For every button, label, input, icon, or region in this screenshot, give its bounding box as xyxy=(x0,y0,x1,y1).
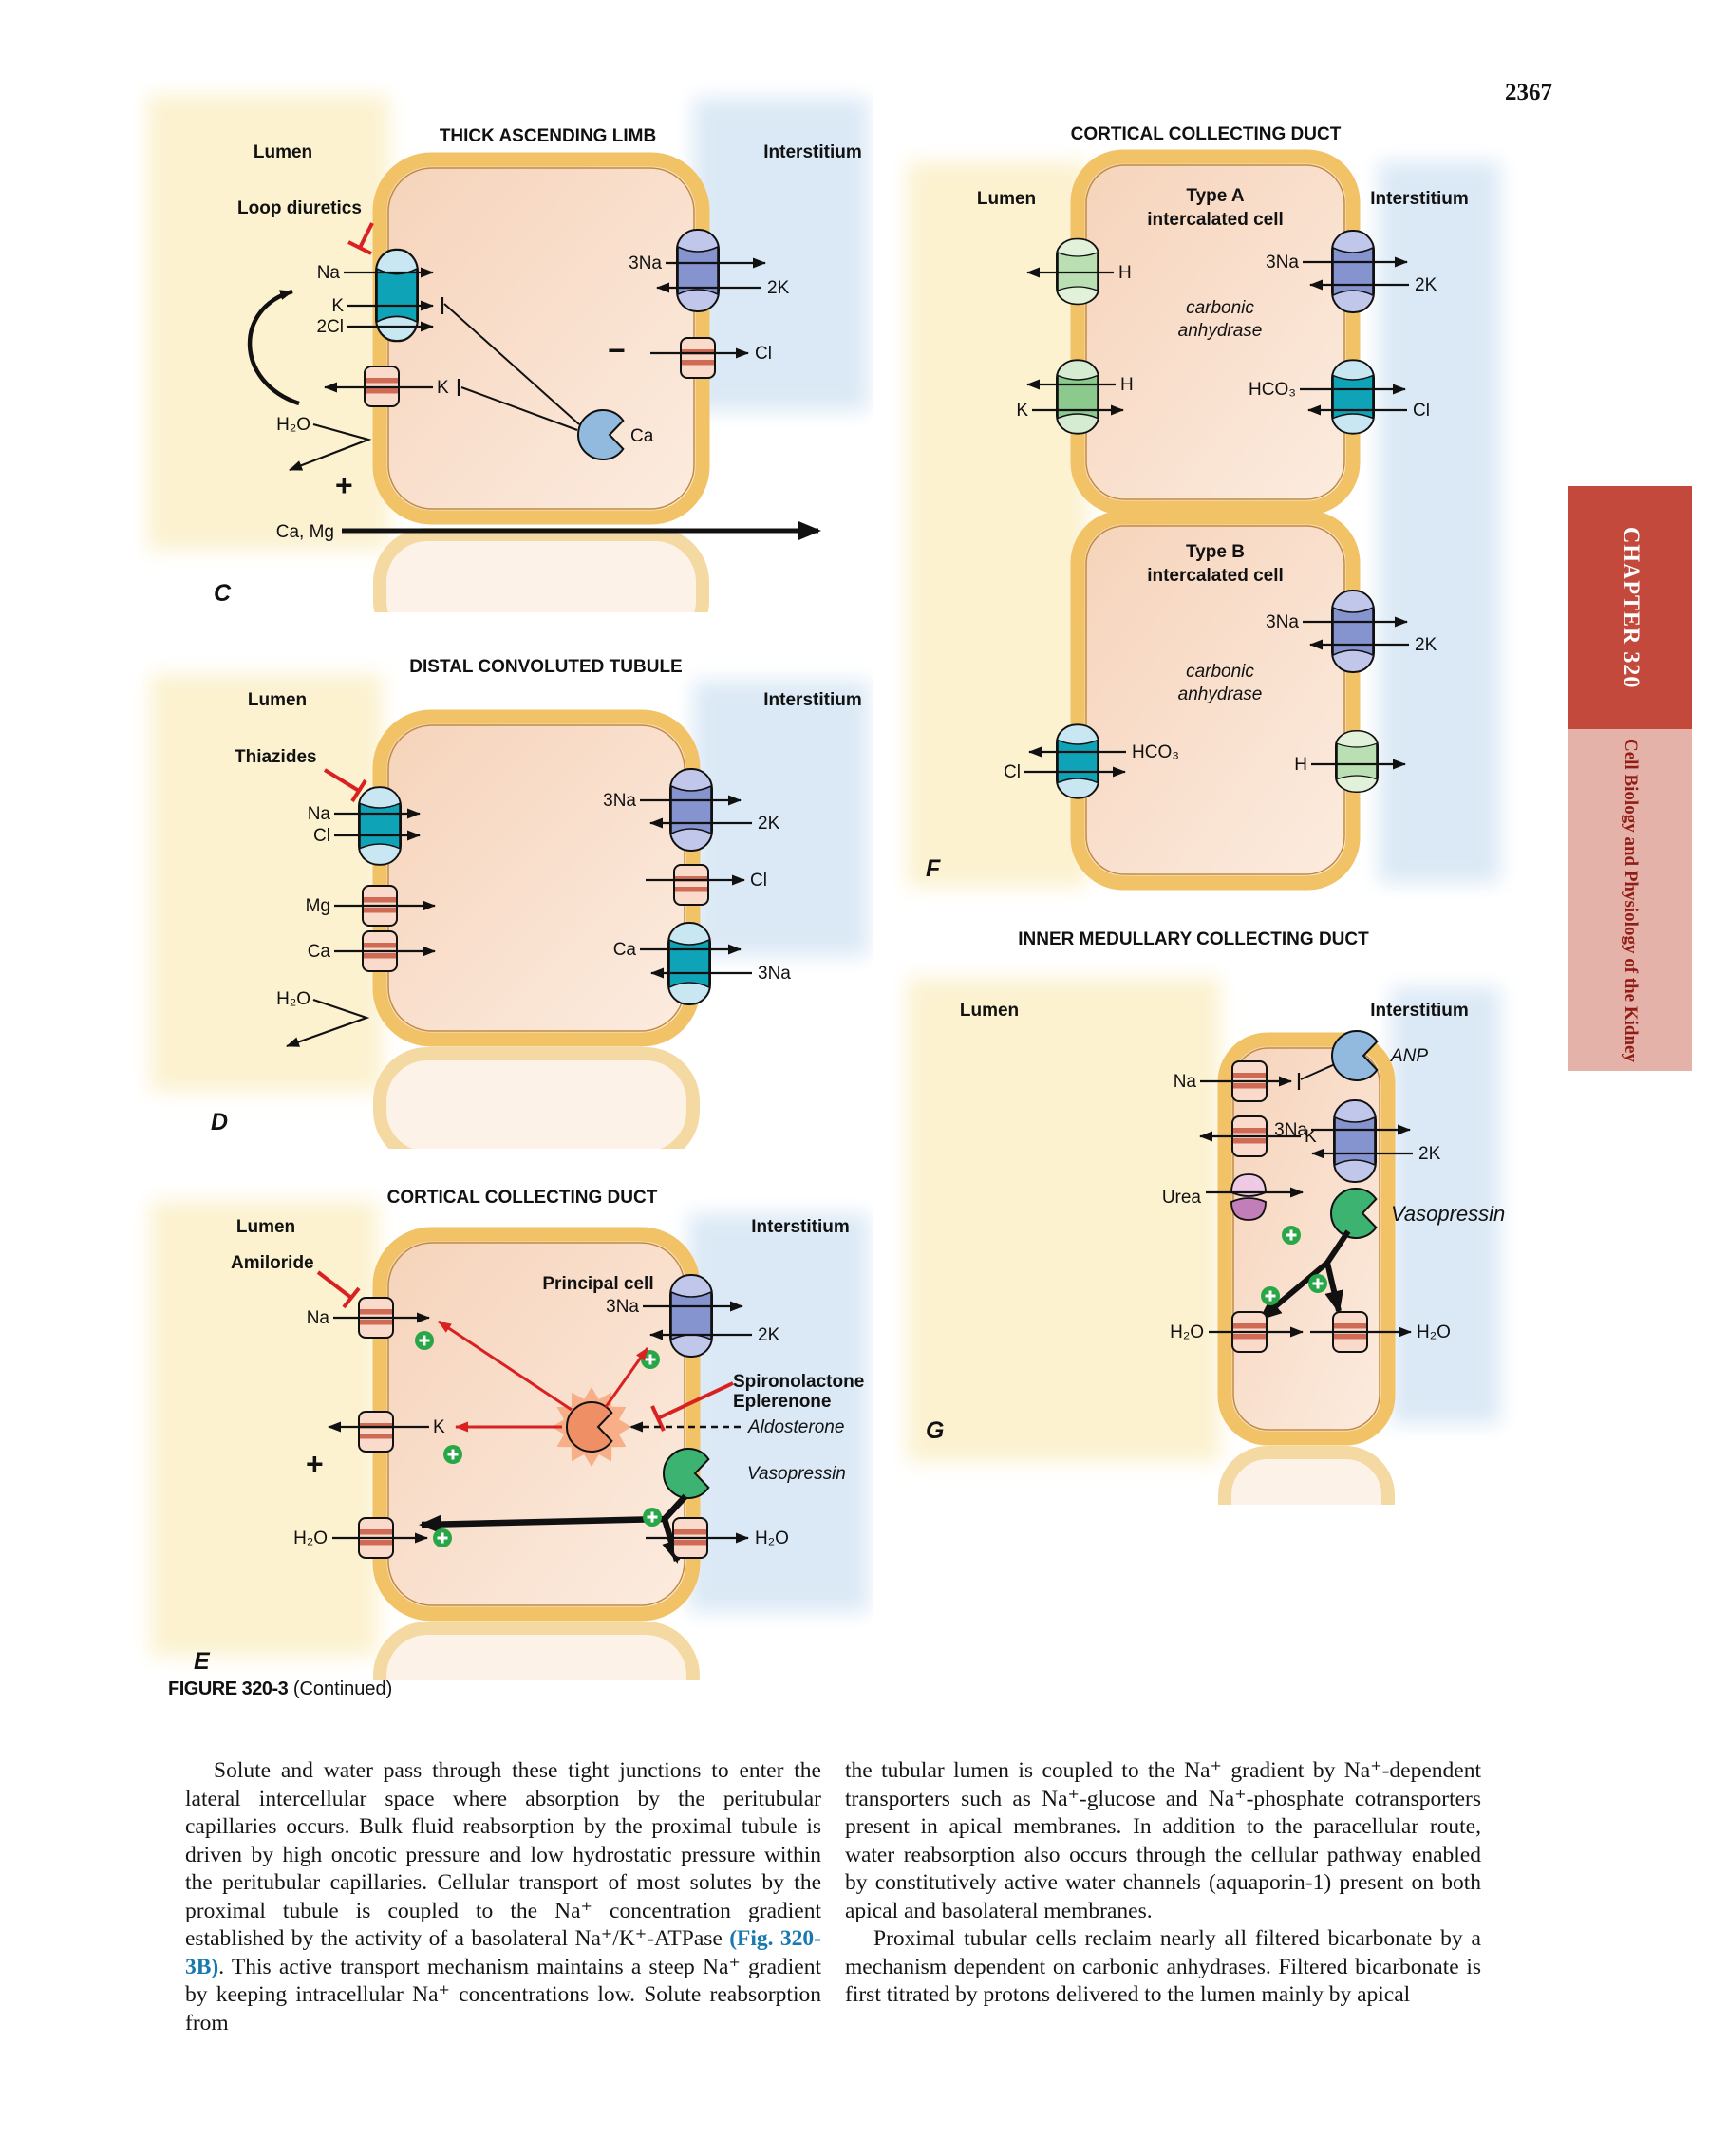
label-h2o: H₂O xyxy=(276,415,310,435)
clc-channel xyxy=(674,865,708,905)
chapter-tab xyxy=(1568,486,1692,729)
stimulation-plus-badge xyxy=(433,1528,452,1547)
chapter-tab-number: CHAPTER 320 xyxy=(1618,526,1643,689)
carbonic-anhydrase-label: carbonic xyxy=(1186,298,1254,318)
h-atpase-basolateral xyxy=(1336,731,1378,793)
body-text-right-column xyxy=(845,1757,1481,2010)
na-k-atpase xyxy=(670,1275,712,1357)
figure-caption xyxy=(168,1678,392,1700)
panel-c-thick-ascending-limb xyxy=(133,81,873,612)
drug-label-amiloride: Amiloride xyxy=(231,1253,314,1273)
label-k-b: K xyxy=(1016,401,1028,421)
label-2k-b: 2K xyxy=(1415,635,1437,655)
na-k-atpase xyxy=(677,230,719,311)
panel-title: INNER MEDULLARY COLLECTING DUCT xyxy=(1018,929,1369,949)
drug-label-spironolactone: Spironolactone xyxy=(733,1372,865,1392)
label-2k: 2K xyxy=(758,1325,780,1345)
figure-cross-reference[interactable]: (Fig. 320-3B) xyxy=(185,1926,821,1979)
interstitium-region xyxy=(1379,161,1500,883)
label-cl-b: Cl xyxy=(1004,762,1021,782)
label-h-a: H xyxy=(1118,263,1132,283)
partial-cell-below xyxy=(380,1628,693,1680)
label-k: K xyxy=(331,296,344,316)
label-aldosterone: Aldosterone xyxy=(748,1417,845,1437)
stimulation-plus-badge xyxy=(1261,1286,1280,1305)
label-camg: Ca, Mg xyxy=(275,522,334,542)
minus-sign: − xyxy=(608,333,626,367)
label-h2o-r: H₂O xyxy=(1417,1322,1451,1342)
ncx-exchanger xyxy=(668,923,710,1004)
chapter-tab-title xyxy=(1568,729,1692,1071)
label-3na: 3Na xyxy=(606,1297,639,1317)
lumen-region xyxy=(150,674,383,1092)
label-3na: 3Na xyxy=(1274,1120,1307,1140)
label-mg: Mg xyxy=(305,896,330,916)
na-k-atpase xyxy=(1332,231,1374,312)
pendrin-exchanger xyxy=(1057,724,1099,797)
dct-cell xyxy=(380,717,693,1149)
panel-letter: C xyxy=(214,580,232,607)
label-na: Na xyxy=(306,1308,329,1328)
cell-type-label: Type B xyxy=(1186,542,1245,562)
label-k: K xyxy=(433,1417,445,1437)
label-cl: Cl xyxy=(755,344,772,364)
panel-letter: F xyxy=(926,855,941,882)
body-right-para2: Proximal tubular cells reclaim nearly all filtered bicarbonate by a mechanism dependent on carbonic anhydrases. Filtered bicarbonate is first titrated by protons delivered to the lumen mainly by apical xyxy=(845,1926,1481,2007)
stimulation-plus-badge xyxy=(1282,1226,1301,1245)
label-k: K xyxy=(1305,1127,1317,1147)
body-left-post: . This active transport mechanism maintains a steep Na⁺ gradient by keeping intracellular Na⁺ concentrations low. Solute reabsorption from xyxy=(185,1954,821,2035)
na-k-atpase xyxy=(1332,591,1374,672)
interstitium-label: Interstitium xyxy=(751,1217,850,1237)
panel-e-cortical-collecting-duct xyxy=(133,1149,873,1680)
figure-caption-number: FIGURE 320-3 xyxy=(168,1678,289,1699)
label-h2o-r: H₂O xyxy=(755,1528,789,1548)
panel-letter: E xyxy=(194,1648,210,1675)
na-k-atpase xyxy=(670,769,712,851)
label-anp: ANP xyxy=(1391,1046,1429,1066)
label-h2o-l: H₂O xyxy=(1170,1322,1204,1342)
label-ca: Ca xyxy=(307,942,330,962)
label-ca: Ca xyxy=(630,426,654,446)
partial-cell-below xyxy=(1225,1453,1388,1505)
lumen-region xyxy=(147,95,389,551)
chapter-tab-title-text: Cell Biology and Physiology of the Kidney xyxy=(1621,738,1641,1062)
lumen-label: Lumen xyxy=(235,1217,296,1237)
label-na: Na xyxy=(316,263,340,283)
lumen-label: Lumen xyxy=(247,690,308,710)
lumen-label: Lumen xyxy=(253,142,313,162)
body-text-left-column xyxy=(185,1757,821,2037)
carbonic-anhydrase-label2: anhydrase xyxy=(1177,684,1263,704)
figure-caption-continued: (Continued) xyxy=(292,1678,393,1699)
stimulation-plus-badge xyxy=(443,1445,462,1464)
interstitium-label: Interstitium xyxy=(763,142,862,162)
label-2cl: 2Cl xyxy=(316,317,344,337)
label-3na-b: 3Na xyxy=(758,964,791,984)
drug-label-eplerenone: Eplerenone xyxy=(733,1392,832,1412)
carbonic-anhydrase-label2: anhydrase xyxy=(1177,321,1263,341)
romk-channel xyxy=(359,1412,393,1452)
interstitium-label: Interstitium xyxy=(763,690,862,710)
na-k-atpase xyxy=(1334,1100,1376,1182)
label-2k: 2K xyxy=(767,278,790,298)
cell-type-label: Principal cell xyxy=(542,1274,654,1294)
cl-hco3-exchanger xyxy=(1332,360,1374,433)
label-na: Na xyxy=(307,804,330,824)
label-2k: 2K xyxy=(1418,1144,1441,1164)
label-hco3-b: HCO₃ xyxy=(1132,742,1179,762)
drug-label-thiazides: Thiazides xyxy=(235,747,317,767)
label-3na: 3Na xyxy=(603,791,636,811)
panel-letter: D xyxy=(211,1109,229,1135)
label-urea: Urea xyxy=(1161,1188,1201,1208)
panel-title: CORTICAL COLLECTING DUCT xyxy=(1070,124,1342,144)
label-vasopressin: Vasopressin xyxy=(1391,1202,1506,1226)
label-3na: 3Na xyxy=(629,253,662,273)
label-3na-a: 3Na xyxy=(1266,253,1299,272)
label-na: Na xyxy=(1173,1072,1196,1092)
panel-title: THICK ASCENDING LIMB xyxy=(439,126,657,146)
interstitium-label: Interstitium xyxy=(1370,1001,1469,1021)
interstitium-region xyxy=(688,1213,869,1612)
label-vasopressin: Vasopressin xyxy=(747,1464,846,1484)
plus-sign: + xyxy=(306,1447,324,1481)
tal-cell xyxy=(380,159,703,612)
label-cl-a: Cl xyxy=(1413,401,1430,421)
lumen-label: Lumen xyxy=(976,189,1037,209)
label-cl: Cl xyxy=(313,826,330,846)
panel-g-inner-medullary-collecting-duct xyxy=(892,897,1519,1505)
cell-type-label2: intercalated cell xyxy=(1147,566,1284,586)
lumen-label: Lumen xyxy=(959,1001,1020,1021)
drug-label-loop-diuretics: Loop diuretics xyxy=(237,198,362,218)
label-h-c: H xyxy=(1294,755,1307,775)
stimulation-plus-badge xyxy=(1308,1274,1327,1293)
principal-cell xyxy=(380,1234,693,1680)
h-k-atpase xyxy=(1057,360,1099,433)
panel-letter: G xyxy=(926,1417,945,1444)
interstitium-label: Interstitium xyxy=(1370,189,1469,209)
label-h2o-l: H₂O xyxy=(293,1528,328,1548)
cell-type-label2: intercalated cell xyxy=(1147,210,1284,230)
body-right-para1: the tubular lumen is coupled to the Na⁺ gradient by Na⁺-dependent transporters such as Na⁺-glucose and Na⁺-phosphate cotransporters present in apical membranes. In addition to the paracellular route, water reabsorption also occurs through the cellular pathway enabled by constitutively active water channels (aquaporin-1) present on both apical and basolateral membranes. xyxy=(845,1758,1481,1923)
label-3na-b: 3Na xyxy=(1266,612,1299,632)
partial-cell-below xyxy=(380,1054,693,1149)
label-h2o: H₂O xyxy=(276,989,310,1009)
stimulation-plus-badge xyxy=(643,1508,662,1527)
label-h-b: H xyxy=(1120,375,1134,395)
panel-title: DISTAL CONVOLUTED TUBULE xyxy=(409,657,683,677)
stimulation-plus-badge xyxy=(415,1331,434,1350)
label-cl-b: Cl xyxy=(750,871,767,891)
label-hco3-a: HCO₃ xyxy=(1249,380,1296,400)
label-ca-b: Ca xyxy=(612,940,636,960)
panel-title: CORTICAL COLLECTING DUCT xyxy=(386,1188,658,1208)
label-k-romk: K xyxy=(437,378,449,398)
plus-sign: + xyxy=(335,468,353,502)
body-left-pre: Solute and water pass through these tight junctions to enter the lateral intercellular space where absorption by the peritubular capillaries occurs. Bulk fluid reabsorption by the proximal tubule is driven by high oncotic pressure and low hydrostatic pressure within the peritubular capillaries. Cellular transport of most solutes by the proximal tubule is coupled to the Na⁺ concentration gradient established by the activity of a basolateral Na⁺/K⁺-ATPase xyxy=(185,1758,821,1951)
interstitium-region xyxy=(693,681,869,956)
label-2k: 2K xyxy=(758,814,780,834)
page-number: 2367 xyxy=(1505,80,1552,105)
panel-d-distal-convoluted-tubule xyxy=(133,622,873,1149)
clc-channel xyxy=(681,338,715,378)
cell-type-label: Type A xyxy=(1186,186,1245,206)
label-2k-a: 2K xyxy=(1415,275,1437,295)
partial-cell-below xyxy=(380,534,703,612)
carbonic-anhydrase-label: carbonic xyxy=(1186,662,1254,682)
panel-f-intercalated-cells xyxy=(892,81,1519,916)
ncc-transporter xyxy=(359,787,401,865)
lumen-region xyxy=(907,978,1220,1462)
